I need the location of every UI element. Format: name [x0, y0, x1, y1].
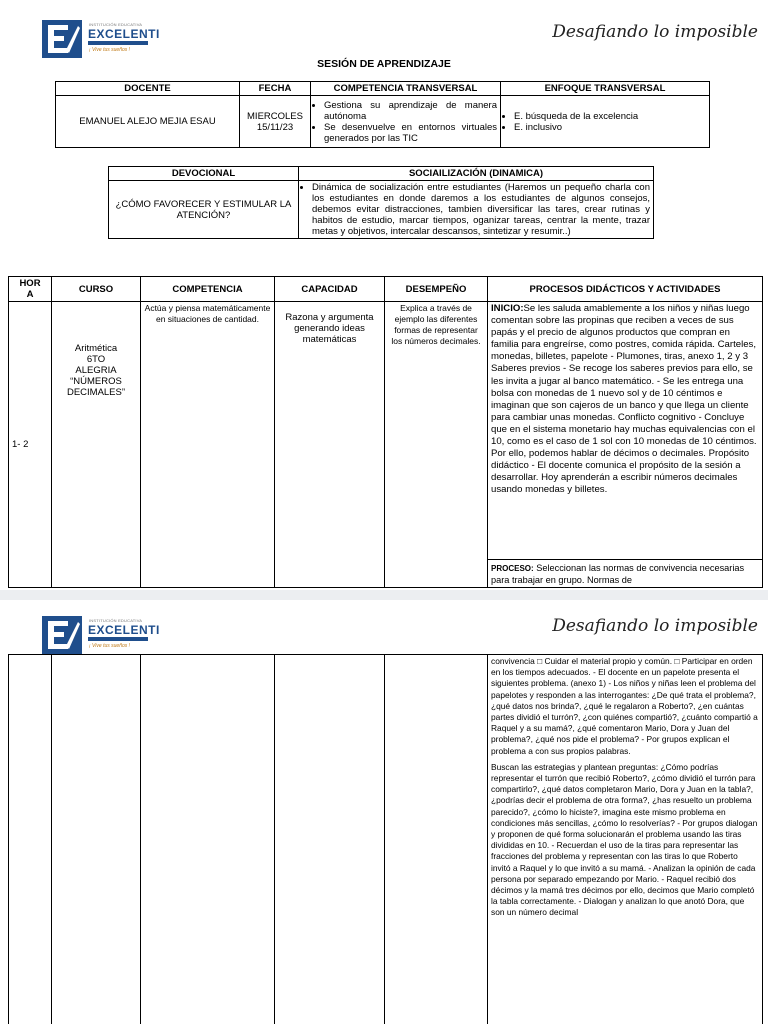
proceso-paragraph: convivencia □ Cuidar el material propio y común. □ Participar en orden en los tiempos adecuados. - El docente en un papelote presenta el siguientes problema. (anexo 1) - Los niños y niñas leen el problema del papelotes y responden a las interrogantes: ¿De qué trata el problema?, ¿qué datos nos brinda?, ¿qué le regalaron a Roberto?, ¿en cuántas partes dividió el turrón?, ¿con quiénes compartió?, ¿cuánto compartió a Raquel y a su mamá?, ¿qué comentaron Mario, Dora y Juan del problema?, ¿qué nos pide el problema? - Por grupos explican el problema a con sus propios palabras.	[491, 656, 758, 756]
slogan-text: Desafiando lo imposible	[552, 616, 758, 636]
header-hora-line2: A	[26, 289, 34, 300]
header-enfoque-transversal: ENFOQUE TRANSVERSAL	[501, 82, 710, 96]
logo-small-text: INSTITUCIÓN EDUCATIVA	[89, 22, 143, 27]
competencia-item: • Gestiona su aprendizaje de manera autónoma	[324, 100, 497, 122]
header-socializacion: SOCIAILIZACIÓN (DINAMICA)	[299, 167, 654, 181]
header-hora	[9, 277, 52, 302]
desempeno-cell: Explica a través de ejemplo las diferentes formas de representar los números decimales.	[385, 302, 488, 588]
fecha-date: 15/11/23	[256, 121, 294, 133]
inicio-cell	[488, 302, 763, 560]
page-title: SESIÓN DE APRENDIZAJE	[317, 58, 451, 70]
hora-cell: 1- 2	[9, 302, 52, 588]
main-table-continuation	[8, 654, 763, 1024]
proceso-cell	[488, 560, 763, 588]
main-table	[8, 276, 763, 588]
logo-bar	[88, 637, 148, 641]
curso-line: “NÚMEROS	[70, 375, 122, 387]
docente-name: EMANUEL ALEJO MEJIA ESAU	[56, 96, 240, 148]
curso-line: Aritmética	[74, 342, 118, 354]
slogan	[552, 616, 758, 636]
fecha-cell	[240, 96, 311, 148]
devocional-question: ¿CÓMO FAVORECER Y ESTIMULAR LA ATENCIÓN?	[109, 181, 299, 239]
header-hora-line1: HOR	[19, 278, 41, 289]
header-desempeno: DESEMPEÑO	[385, 277, 488, 302]
proceso-continuation-cell	[488, 655, 763, 1024]
enfoques-cell	[501, 96, 710, 148]
header-docente: DOCENTE	[56, 82, 240, 96]
school-logo	[42, 616, 160, 658]
header-competencia: COMPETENCIA	[141, 277, 275, 302]
dinamica-cell	[299, 181, 654, 239]
competencia-cell-empty	[141, 655, 275, 1024]
hora-cell-empty	[9, 655, 52, 1024]
curso-cell-empty	[52, 655, 141, 1024]
devocional-table	[108, 166, 654, 239]
capacidad-cell: Razona y argumenta generando ideas matemáticas	[275, 302, 385, 588]
proceso-label: PROCESO:	[491, 564, 534, 573]
inicio-label: INICIO:	[491, 303, 524, 314]
competencias-cell	[311, 96, 501, 148]
desempeno-cell-empty	[385, 655, 488, 1024]
info-table	[55, 81, 710, 148]
curso-cell	[52, 302, 141, 588]
logo-small-text: INSTITUCIÓN EDUCATIVA	[89, 618, 143, 623]
logo-mark	[42, 20, 82, 58]
enfoque-item: • E. inclusivo	[514, 122, 706, 133]
header-procesos: PROCESOS DIDÁCTICOS Y ACTIVIDADES	[488, 277, 763, 302]
page-gap	[0, 590, 768, 600]
competencia-cell: Actúa y piensa matemáticamente en situaciones de cantidad.	[141, 302, 275, 588]
header-competencia-transversal: COMPETENCIA TRANSVERSAL	[311, 82, 501, 96]
inicio-text: Se les saluda amablemente a los niños y niñas luego comentan sobre las propinas que reciben a veces de sus papás y el precio de algunos productos que compran en familia para engreírse, como postres, comida rápida. Carteles, monedas, billetes, papelote - Plumones, tiras, anexo 1, 2 y 3 Saberes previos - Se recoge los saberes previos para ello, se les invita a jugar al banco matemático. - Se les entrega una bolsa con monedas de 1 nuevo sol y de 10 céntimos e imaginan que son cajeros de un banco y que llega un cliente para cambiar unas monedas. Conflicto cognitivo - Concluye que en el sistema monetario hay muchas equivalencias con el 10, como es el caso de 1 sol con 10 monedas de 10 céntimos. Por ello, podemos hablar de décimos o decimales. Propósito didáctico - El docente comunica el propósito de la sesión a desarrollar. Hoy aprenderán a escribir números decimales usando monedas y billetes.	[491, 303, 757, 496]
logo-bar	[88, 41, 148, 45]
slogan	[552, 22, 758, 42]
header-fecha: FECHA	[240, 82, 311, 96]
dinamica-text: • Dinámica de socialización entre estudiantes (Haremos un pequeño charla con los estudiantes en donde daremos a los estudiantes de algunos consejos, debemos evitar distracciones, tambien diversificar las tares, crear rutinas y habitos de estudio, marcar tiempos, oganizar tareas, centrar la mente, trazar metas y objetivos, intercalar descansos, sintetizar y resumir..)	[312, 182, 650, 237]
logo-mark	[42, 616, 82, 654]
page-2	[0, 600, 768, 1024]
header-capacidad: CAPACIDAD	[275, 277, 385, 302]
proceso-paragraph: Buscan las estrategias y plantean preguntas: ¿Cómo podrías representar el turrón que recibió Roberto?, ¿cómo dividió el turrón para compartirlo?, ¿qué datos completaron Mario, Dora y Juan en la tabla?, ¿podrías decir el problema de otra forma?, ¿has resuelto un problema parecido?, ¿cómo lo hiciste?, imagina este mismo problema en condiciones más sencillas, ¿cómo lo resolverías? - Por grupos dialogan y proponen de qué forma solucionarán el problema usando las tiras divididas en 10. - Recuerdan el uso de la tiras para representar las fracciones del problema y representan con las tiras lo que Roberto invitó a Raquel y lo que invitó a su mamá. - Analizan la opinión de cada persona por separado empezando por Mario. - Raquel recibió dos décimos y la mamá tres décimos por ello, decimos que Mario completó la tabla correctamente. - Dialogan y analizan lo que anotó Dora, que son un número decimal	[491, 761, 758, 918]
curso-line: ALEGRIA	[75, 364, 117, 376]
fecha-day: MIERCOLES	[247, 110, 303, 122]
header-curso: CURSO	[52, 277, 141, 302]
proceso-text: Seleccionan las normas de convivencia necesarias para trabajar en grupo. Normas de	[491, 563, 745, 585]
curso-line: DECIMALES”	[66, 386, 126, 398]
competencia-item: • Se desenvuelve en entornos virtuales generados por las TIC	[324, 122, 497, 144]
logo-brand: EXCELENTI	[88, 623, 160, 637]
school-logo	[42, 20, 160, 62]
logo-tagline: ¡ Vive tus sueños !	[89, 643, 131, 649]
curso-line: 6TO	[86, 353, 106, 365]
logo-tagline: ¡ Vive tus sueños !	[89, 47, 131, 53]
header-devocional: DEVOCIONAL	[109, 167, 299, 181]
capacidad-cell-empty	[275, 655, 385, 1024]
slogan-text: Desafiando lo imposible	[552, 22, 758, 42]
enfoque-item: • E. búsqueda de la excelencia	[514, 111, 706, 122]
logo-brand: EXCELENTI	[88, 27, 160, 41]
